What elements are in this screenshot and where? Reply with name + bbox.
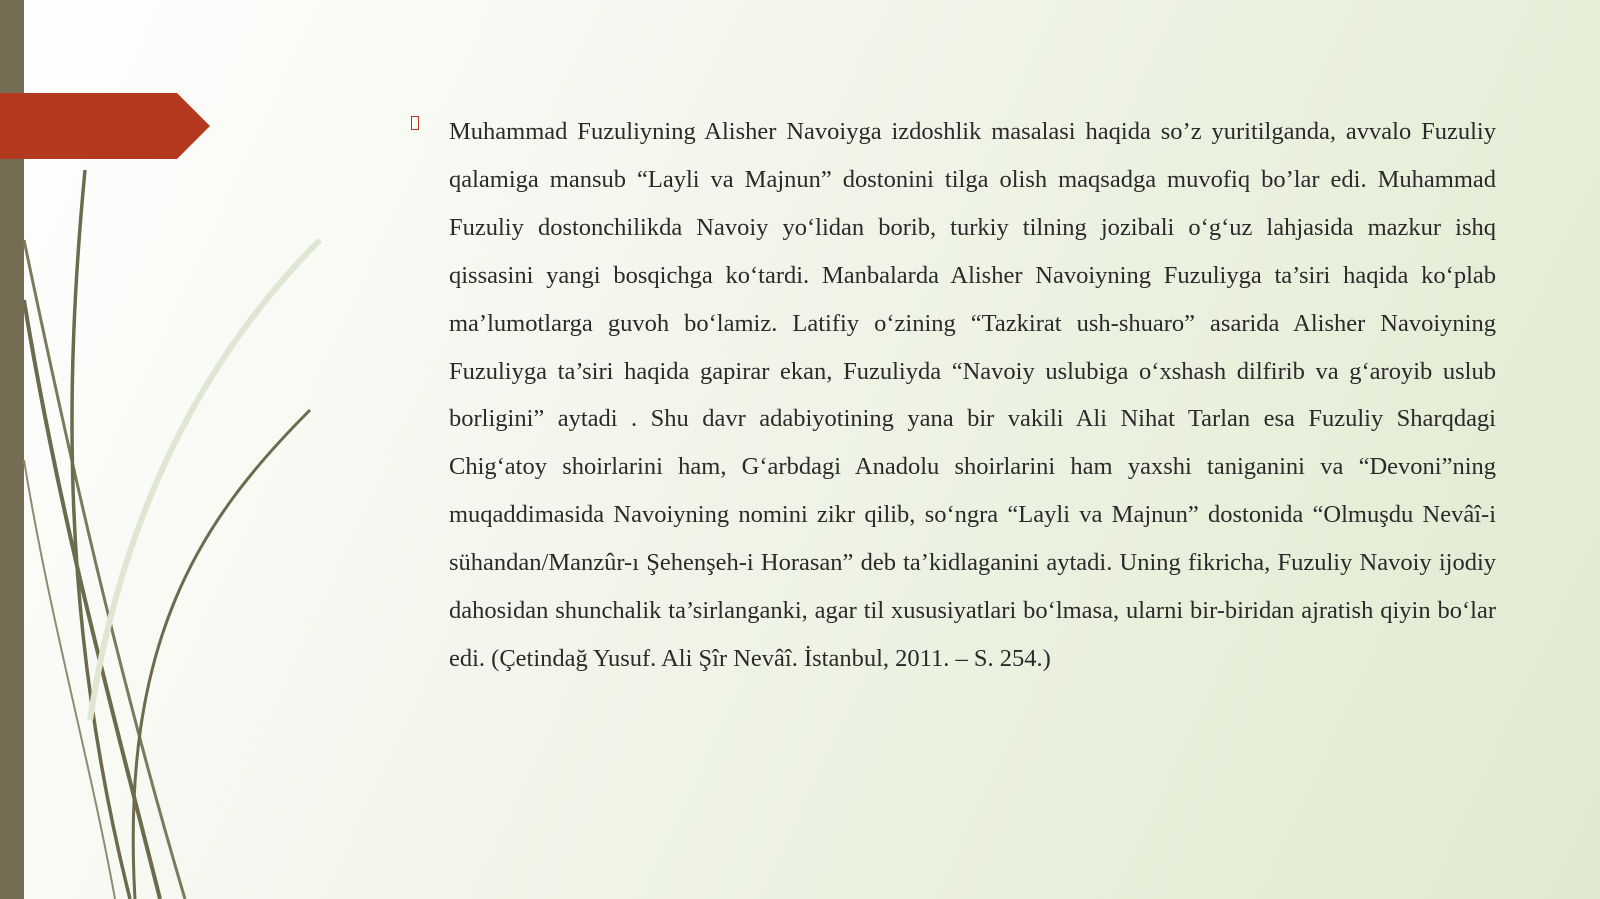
body-paragraph: Muhammad Fuzuliyning Alisher Navoiyga izdoshlik masalasi haqida so’z yuritilganda, avvalo Fuzuliy qalamiga mansub “Layli va Majnun” dostonini tilga olish maqsadga muvofiq bo’lar edi. Muhammad Fuzuliy dostonchilikda Navoiy yo‘lidan borib, turkiy tilning jozibali o‘g‘uz lahjasida mazkur ishq qissasini yangi bosqichga ko‘tardi. Manbalarda Alisher Navoiyning Fuzuliyga ta’siri haqida ko‘plab ma’lumotlarga guvoh bo‘lamiz. Latifiy o‘zining “Tazkirat ush-shuaro” asarida Alisher Navoiyning Fuzuliyga ta’siri haqida gapirar ekan, Fuzuliyda “Navoiy uslubiga o‘xshash dilfirib va g‘aroyib uslub borligini” aytadi . Shu davr adabiyotining yana bir vakili Ali Nihat Tarlan esa Fuzuliy Sharqdagi Chig‘atoy shoirlarini ham, G‘arbdagi Anadolu shoirlarini ham yaxshi taniganini va “Devoni”ning muqaddimasida Navoiyning nomini zikr qilib, so‘ngra “Layli va Majnun” dostonida “Olmuşdu Nevâî-i sühandan/Manzûr-ı Şehenşeh-i Horasan” deb ta’kidlaganini aytadi. Uning fikricha, Fuzuliy Navoiy ijodiy dahosidan shunchalik ta’sirlanganki, agar til xususiyatlari bo‘lmasa, ularni bir-biridan ajratish qiyin bo‘lar edi. (Çetindağ Yusuf. Ali Şîr Nevâî. İstanbul, 2011. – S. 254.): [449, 118, 1496, 672]
square-bullet-icon: [411, 116, 419, 130]
red-arrow-banner: [0, 93, 210, 159]
